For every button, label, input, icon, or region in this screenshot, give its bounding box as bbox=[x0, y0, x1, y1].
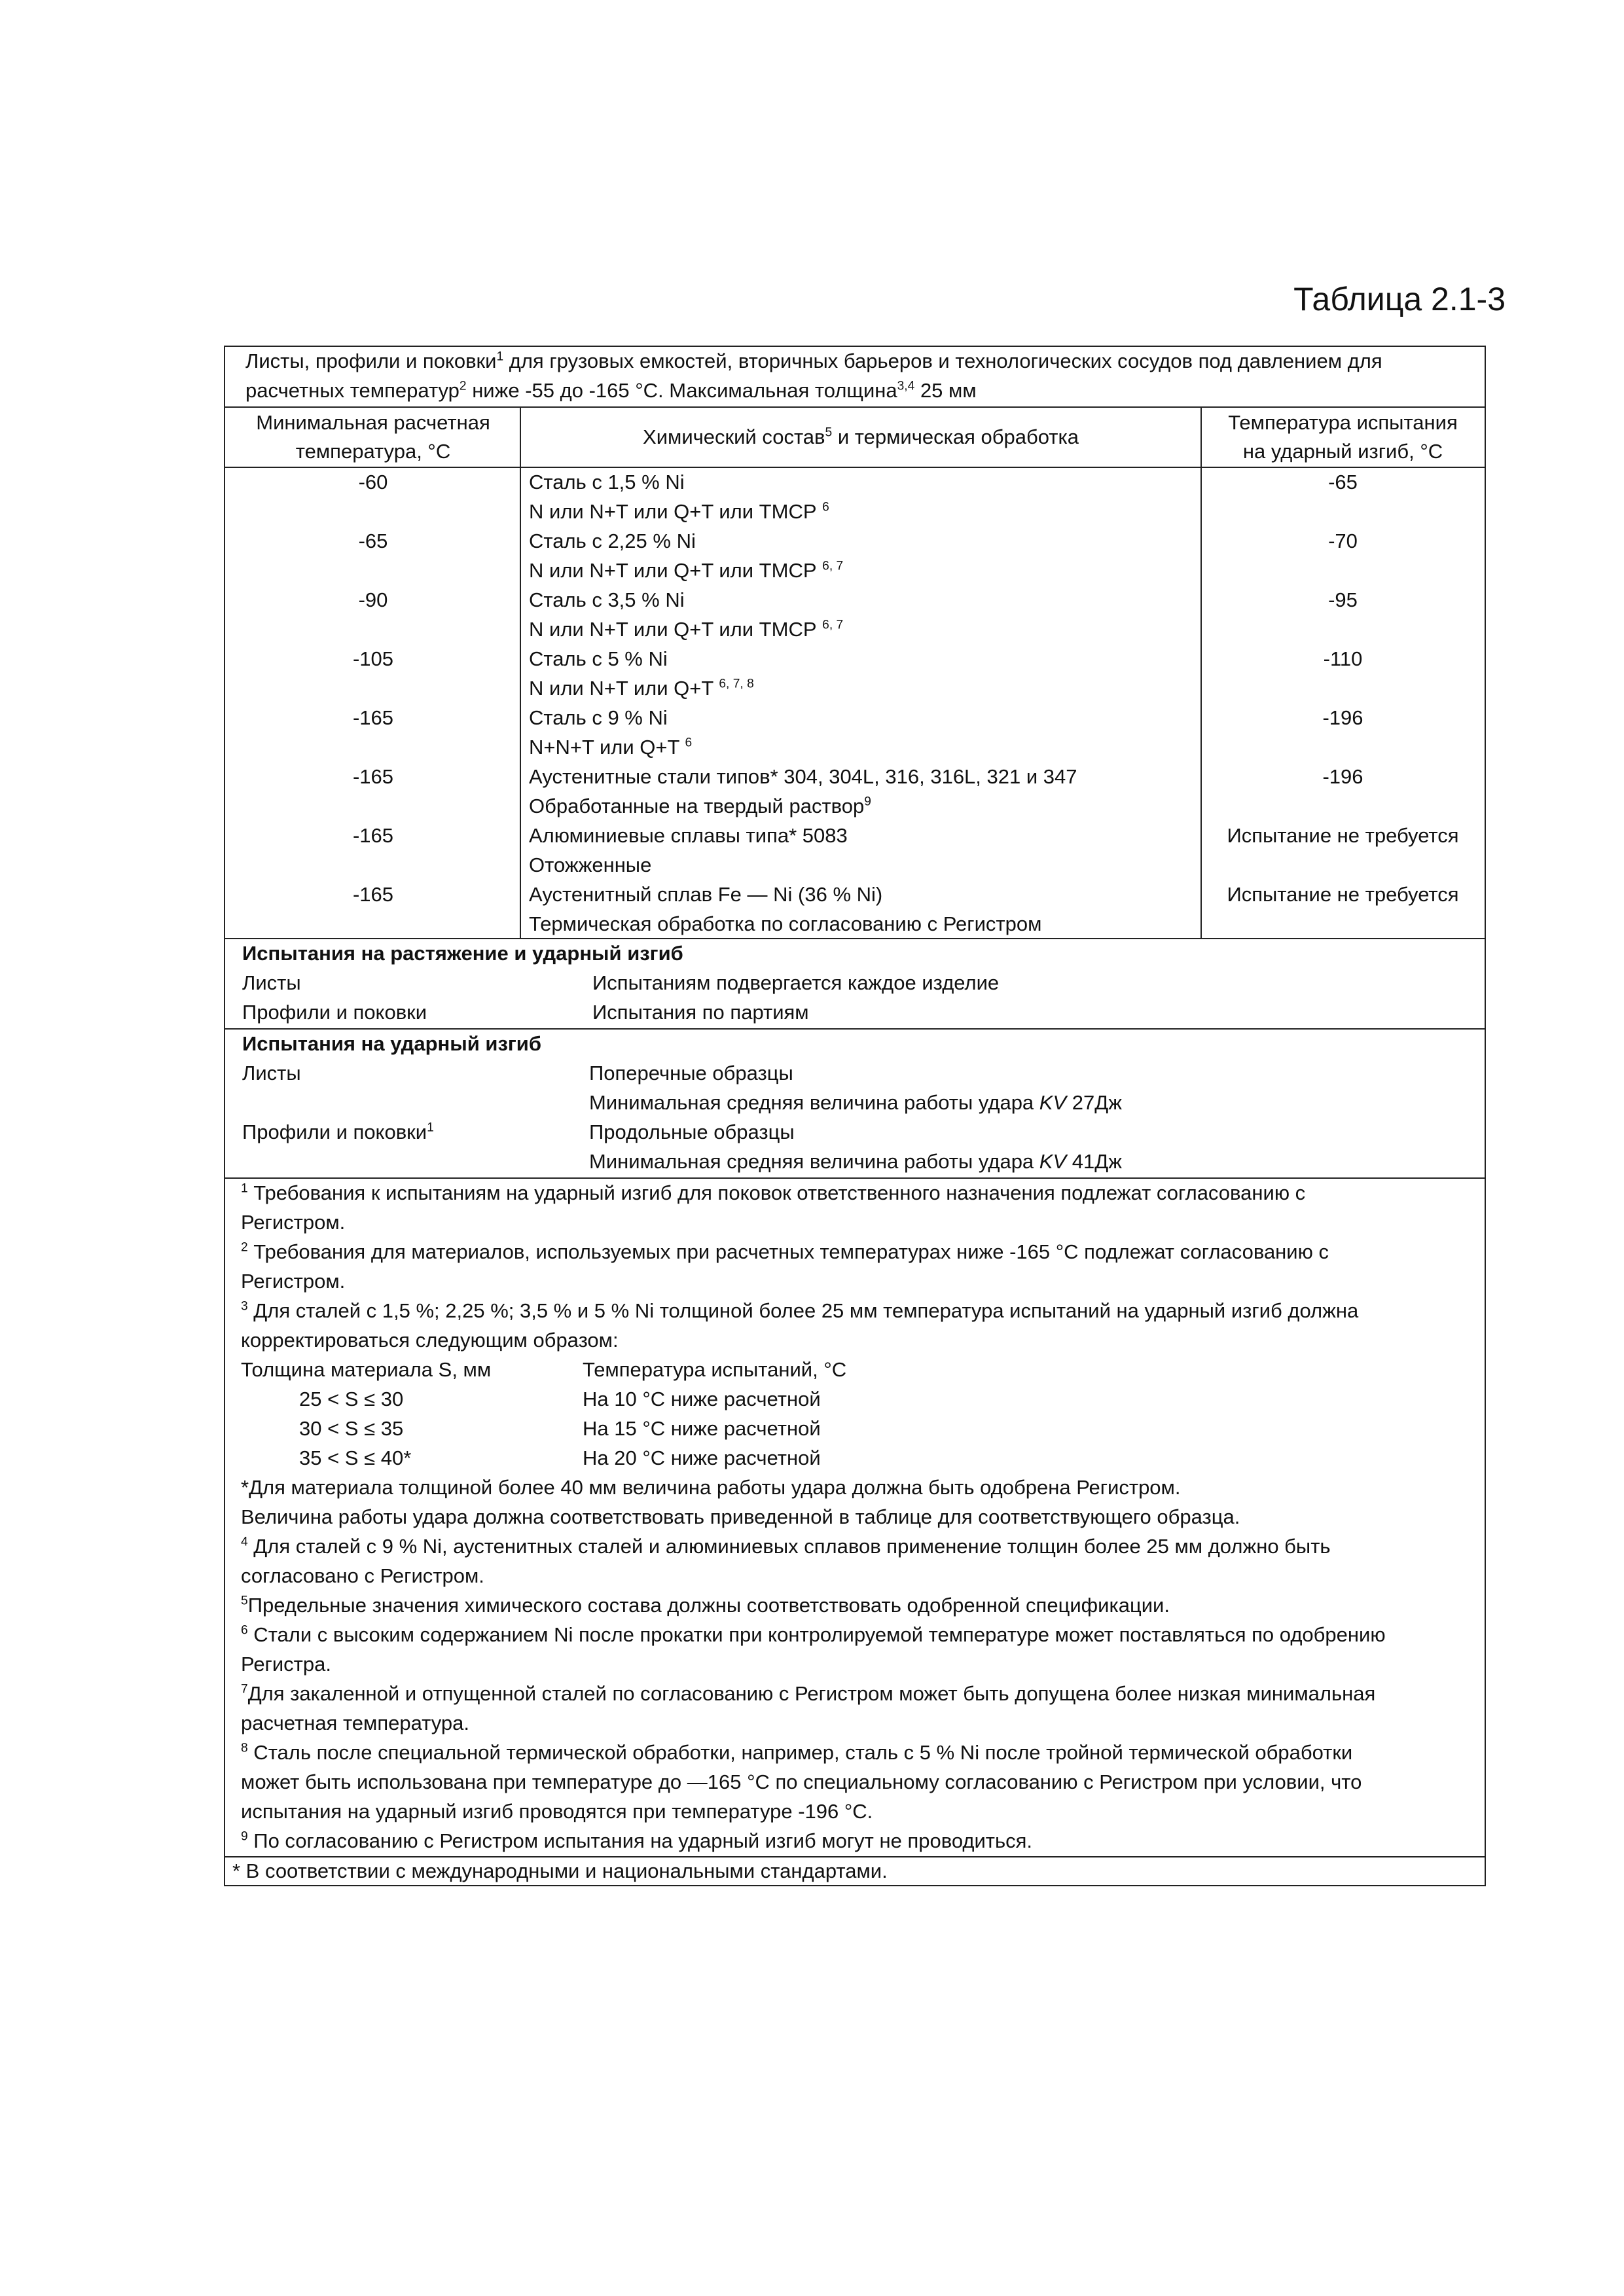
note-3: $^3$ Для сталей с 1,5 %; 2,25 %; 3,5 % и 5 % Ni толщиной более 25 мм температура испытаний на ударный изгиб должна bbox=[241, 1299, 1359, 1322]
row-test-temp: -110 bbox=[1323, 647, 1363, 670]
row-test-temp: Испытание не требуется bbox=[1227, 824, 1459, 847]
divider bbox=[224, 406, 1486, 408]
row-test-temp: Испытание не требуется bbox=[1227, 883, 1459, 906]
note-6-cont: Регистра. bbox=[241, 1653, 331, 1676]
thickness-range: 25 < S ≤ 30 bbox=[299, 1388, 404, 1410]
header-min-temp: Минимальная расчетная температура, °С bbox=[256, 411, 490, 463]
row-min-temp: -165 bbox=[352, 706, 394, 729]
thickness-temp: На 20 °С ниже расчетной bbox=[583, 1446, 821, 1469]
row-treatment: Отожженные bbox=[529, 853, 652, 876]
thickness-range: 35 < S ≤ 40* bbox=[299, 1446, 412, 1469]
note-8: $^8$ Сталь после специальной термической обработки, например, сталь с 5 % Ni после тройной термической обработки bbox=[241, 1741, 1353, 1764]
energy-note: Величина работы удара должна соответствовать приведенной в таблице для соответствующего образца. bbox=[241, 1505, 1240, 1528]
tension-row-label: Профили и поковки bbox=[242, 1001, 427, 1024]
row-composition: Сталь с 3,5 % Ni bbox=[529, 588, 685, 611]
row-composition: Сталь с 5 % Ni bbox=[529, 647, 668, 670]
note-2: $^2$ Требования для материалов, используемых при расчетных температурах ниже -165 °С подлежат согласованию с bbox=[241, 1240, 1329, 1263]
row-treatment: N или N+T или Q+T или ТМСР $^6$ bbox=[529, 500, 829, 523]
header-test-temp: Температура испытания на ударный изгиб, °С bbox=[1228, 411, 1458, 463]
header-composition: Химический состав$^5$ и термическая обработка bbox=[643, 425, 1079, 448]
note-8-cont: может быть использована при температуре до —165 °С по специальному согласованию с Регистром при условии, что bbox=[241, 1770, 1362, 1793]
row-min-temp: -65 bbox=[358, 529, 388, 552]
note-7-cont: расчетная температура. bbox=[241, 1712, 469, 1734]
note-4-cont: согласовано с Регистром. bbox=[241, 1564, 484, 1587]
row-min-temp: -165 bbox=[352, 883, 394, 906]
row-test-temp: -65 bbox=[1328, 471, 1358, 493]
row-treatment: N или N+T или Q+T $^{6, 7, 8}$ bbox=[529, 677, 754, 700]
row-test-temp: -196 bbox=[1322, 706, 1363, 729]
row-composition: Сталь с 9 % Ni bbox=[529, 706, 668, 729]
note-7: $^7$Для закаленной и отпущенной сталей по согласованию с Регистром может быть допущена более низкая минимальная bbox=[241, 1682, 1376, 1705]
thickness-temp: На 10 °С ниже расчетной bbox=[583, 1388, 821, 1410]
row-treatment: N+N+T или Q+T $^6$ bbox=[529, 736, 693, 759]
row-composition: Алюминиевые сплавы типа* 5083 bbox=[529, 824, 848, 847]
impact-row-label: Профили и поковки$^1$ bbox=[242, 1121, 434, 1143]
row-composition: Аустенитные стали типов* 304, 304L, 316, 316L, 321 и 347 bbox=[529, 765, 1077, 788]
row-min-temp: -165 bbox=[352, 824, 394, 847]
impact-row-label: Листы bbox=[242, 1062, 301, 1085]
impact-row-value: Минимальная средняя величина работы удара KV 41Дж bbox=[589, 1150, 1122, 1173]
row-composition: Аустенитный сплав Fe — Ni (36 % Ni) bbox=[529, 883, 883, 906]
row-test-temp: -70 bbox=[1328, 529, 1358, 552]
note-8-cont: испытания на ударный изгиб проводятся при температуре -196 °С. bbox=[241, 1800, 873, 1823]
row-test-temp: -196 bbox=[1322, 765, 1363, 788]
thickness-temp: На 15 °С ниже расчетной bbox=[583, 1417, 821, 1440]
intro-line-1: Листы, профили и поковки$^1$ для грузовых емкостей, вторичных барьеров и технологических сосудов под давлением для bbox=[245, 350, 1382, 372]
tension-row-value: Испытания по партиям bbox=[592, 1001, 809, 1024]
row-test-temp: -95 bbox=[1328, 588, 1358, 611]
row-min-temp: -60 bbox=[358, 471, 388, 493]
impact-row-value: Поперечные образцы bbox=[589, 1062, 793, 1085]
row-treatment: Термическая обработка по согласованию с Регистром bbox=[529, 912, 1042, 935]
row-treatment: N или N+T или Q+T или ТМСР $^{6, 7}$ bbox=[529, 618, 844, 641]
thickness-header: Толщина материала S, мм bbox=[241, 1358, 492, 1381]
impact-section-title: Испытания на ударный изгиб bbox=[242, 1032, 541, 1055]
star-note: *Для материала толщиной более 40 мм величина работы удара должна быть одобрена Регистром. bbox=[241, 1476, 1181, 1499]
note-9: $^9$ По согласованию с Регистром испытания на ударный изгиб могут не проводиться. bbox=[241, 1829, 1033, 1852]
tension-section-title: Испытания на растяжение и ударный изгиб bbox=[242, 942, 683, 965]
note-1-cont: Регистром. bbox=[241, 1211, 346, 1234]
row-composition: Сталь с 2,25 % Ni bbox=[529, 529, 696, 552]
note-4: $^4$ Для сталей с 9 % Ni, аустенитных сталей и алюминиевых сплавов применение толщин более 25 мм должно быть bbox=[241, 1535, 1331, 1558]
row-min-temp: -105 bbox=[352, 647, 394, 670]
impact-row-value: Минимальная средняя величина работы удара KV 27Дж bbox=[589, 1091, 1122, 1114]
tension-row-value: Испытаниям подвергается каждое изделие bbox=[592, 971, 1000, 994]
row-treatment: Обработанные на твердый раствор$^9$ bbox=[529, 795, 871, 817]
note-6: $^6$ Стали с высоким содержанием Ni после прокатки при контролируемой температуре может поставляться по одобрению bbox=[241, 1623, 1386, 1646]
intro-line-2: расчетных температур$^2$ ниже -55 до -165 °С. Максимальная толщина$^{3,4}$ 25 мм bbox=[245, 379, 977, 402]
note-5: $^5$Предельные значения химического состава должны соответствовать одобренной спецификации. bbox=[241, 1594, 1170, 1617]
row-treatment: N или N+T или Q+T или ТМСР $^{6, 7}$ bbox=[529, 559, 844, 582]
standards-note: * В соответствии с международными и национальными стандартами. bbox=[232, 1859, 888, 1882]
row-min-temp: -90 bbox=[358, 588, 388, 611]
thickness-range: 30 < S ≤ 35 bbox=[299, 1417, 404, 1440]
tension-row-label: Листы bbox=[242, 971, 301, 994]
row-composition: Сталь с 1,5 % Ni bbox=[529, 471, 685, 493]
row-min-temp: -165 bbox=[352, 765, 394, 788]
note-3-cont: корректироваться следующим образом: bbox=[241, 1329, 619, 1352]
table-title: Таблица 2.1-3 bbox=[1293, 281, 1506, 317]
thickness-header: Температура испытаний, °С bbox=[583, 1358, 847, 1381]
impact-row-value: Продольные образцы bbox=[589, 1121, 795, 1143]
note-2-cont: Регистром. bbox=[241, 1270, 346, 1293]
note-1: $^1$ Требования к испытаниям на ударный изгиб для поковок ответственного назначения подлежат согласованию с bbox=[241, 1181, 1306, 1204]
